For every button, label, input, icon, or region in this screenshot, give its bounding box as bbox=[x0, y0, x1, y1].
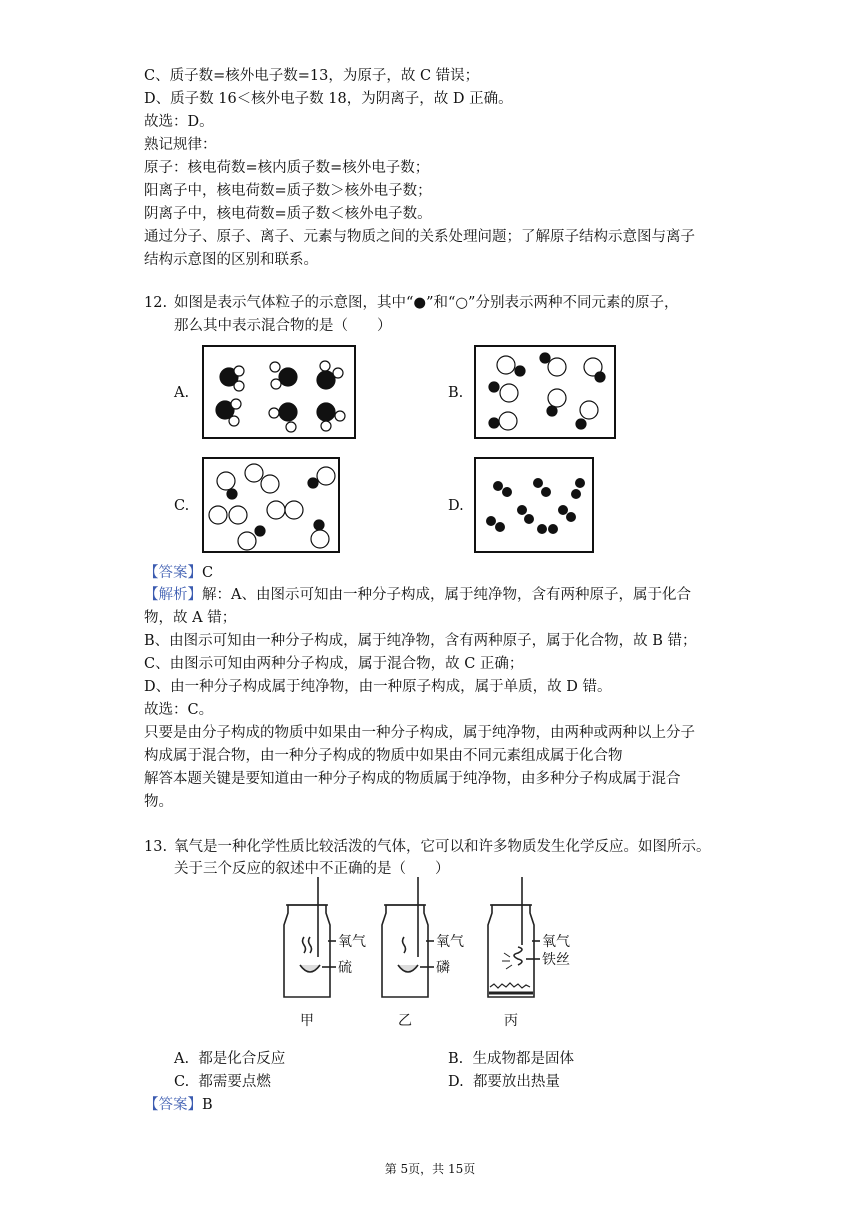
text-line: 故选：D。 bbox=[144, 114, 214, 130]
answer-line bbox=[144, 1095, 213, 1115]
analysis-line: 只要是由分子构成的物质中如果由一种分子构成，属于纯净物，由两种或两种以上分子 bbox=[144, 725, 695, 741]
analysis-line: 故选：C。 bbox=[144, 702, 214, 718]
compound-molecules-icon bbox=[204, 347, 354, 437]
particle-diagram-c bbox=[202, 457, 340, 553]
answer-value: C bbox=[202, 565, 214, 581]
question-stem: 如图是表示气体粒子的示意图，其中“●”和“○”分别表示两种不同元素的原子， bbox=[174, 295, 679, 311]
analysis-line: 解答本题关键是要知道由一种分子构成的物质属于纯净物，由多种分子构成属于混合 bbox=[144, 771, 681, 787]
analysis-text: 解：A、由图示可知由一种分子构成，属于纯净物，含有两种原子，属于化合 bbox=[202, 587, 691, 603]
bottle-label: 铁丝 bbox=[542, 952, 570, 968]
option-text: 都是化合反应 bbox=[198, 1051, 286, 1067]
option-letter: B. bbox=[448, 1051, 464, 1067]
text-line: 通过分子、原子、离子、元素与物质之间的关系处理问题；了解原子结构示意图与离子 bbox=[144, 229, 695, 245]
option-b bbox=[448, 1049, 574, 1069]
bottle-label: 磷 bbox=[436, 960, 450, 976]
option-c-label: C. bbox=[174, 498, 190, 514]
option-d bbox=[448, 1072, 560, 1092]
answer-tag: 【答案】 bbox=[144, 1097, 202, 1113]
question-stem: 那么其中表示混合物的是（ ） bbox=[174, 318, 392, 334]
particle-diagram-a bbox=[202, 345, 356, 439]
option-text: 都要放出热量 bbox=[472, 1074, 560, 1090]
analysis-line: 构成属于混合物，由一种分子构成的物质中如果由不同元素组成属于化合物 bbox=[144, 748, 623, 764]
question-stem: 氧气是一种化学性质比较活泼的气体，它可以和许多物质发生化学反应。如图所示。 bbox=[174, 839, 711, 855]
question-stem: 关于三个反应的叙述中不正确的是（ ） bbox=[174, 861, 450, 877]
option-letter: A. bbox=[174, 1051, 190, 1067]
text-line: 阴离子中，核电荷数=质子数＜核外电子数。 bbox=[144, 206, 432, 222]
question-number: 13. bbox=[144, 839, 168, 855]
question-number: 12. bbox=[144, 295, 168, 311]
bottle-label: 氧气 bbox=[542, 934, 570, 950]
option-a bbox=[174, 1049, 285, 1069]
text-line: D、质子数 16＜核外电子数 18，为阴离子，故 D 正确。 bbox=[144, 91, 513, 107]
bottle-icon bbox=[284, 877, 336, 997]
mixture-molecules-icon bbox=[204, 459, 338, 551]
particle-diagram-d bbox=[474, 457, 594, 553]
bottle-caption: 乙 bbox=[398, 1013, 412, 1029]
answer-line bbox=[144, 563, 213, 583]
element-molecules-icon bbox=[476, 459, 592, 551]
text-line: 熟记规律： bbox=[144, 137, 217, 153]
bottle-label: 硫 bbox=[338, 960, 352, 976]
text-line: 结构示意图的区别和联系。 bbox=[144, 252, 318, 268]
analysis-line: 物。 bbox=[144, 794, 173, 810]
text-line: 阳离子中，核电荷数=质子数＞核外电子数； bbox=[144, 183, 432, 199]
option-letter: C. bbox=[174, 1074, 190, 1090]
option-c bbox=[174, 1072, 271, 1092]
option-letter: D. bbox=[448, 1074, 464, 1090]
bottle-caption: 丙 bbox=[504, 1013, 518, 1029]
analysis-line: B、由图示可知由一种分子构成，属于纯净物，含有两种原子，属于化合物，故 B 错； bbox=[144, 633, 697, 649]
bottle-label: 氧气 bbox=[338, 934, 366, 950]
compound-molecules-icon bbox=[476, 347, 614, 437]
oxygen-reaction-figure bbox=[270, 875, 600, 1035]
analysis-line bbox=[144, 585, 691, 605]
page-footer: 第 5页，共 15页 bbox=[384, 1162, 476, 1176]
bottle-icon bbox=[488, 877, 540, 997]
option-b-label: B. bbox=[448, 385, 464, 401]
option-a-label: A. bbox=[174, 385, 190, 401]
answer-tag: 【答案】 bbox=[144, 565, 202, 581]
option-d-label: D. bbox=[448, 498, 464, 514]
text-line: 原子：核电荷数=核内质子数=核外电子数； bbox=[144, 160, 430, 176]
bottle-caption: 甲 bbox=[300, 1013, 314, 1029]
answer-value: B bbox=[202, 1097, 213, 1113]
bottle-label: 氧气 bbox=[436, 934, 464, 950]
analysis-line: 物，故 A 错； bbox=[144, 610, 237, 626]
particle-diagram-b bbox=[474, 345, 616, 439]
option-text: 生成物都是固体 bbox=[472, 1051, 574, 1067]
option-text: 都需要点燃 bbox=[198, 1074, 271, 1090]
text-line: C、质子数=核外电子数=13，为原子，故 C 错误； bbox=[144, 68, 480, 84]
analysis-tag: 【解析】 bbox=[144, 587, 202, 603]
bottle-icon bbox=[382, 877, 434, 997]
analysis-line: C、由图示可知由两种分子构成，属于混合物，故 C 正确； bbox=[144, 656, 524, 672]
analysis-line: D、由一种分子构成属于纯净物，由一种原子构成，属于单质，故 D 错。 bbox=[144, 679, 612, 695]
